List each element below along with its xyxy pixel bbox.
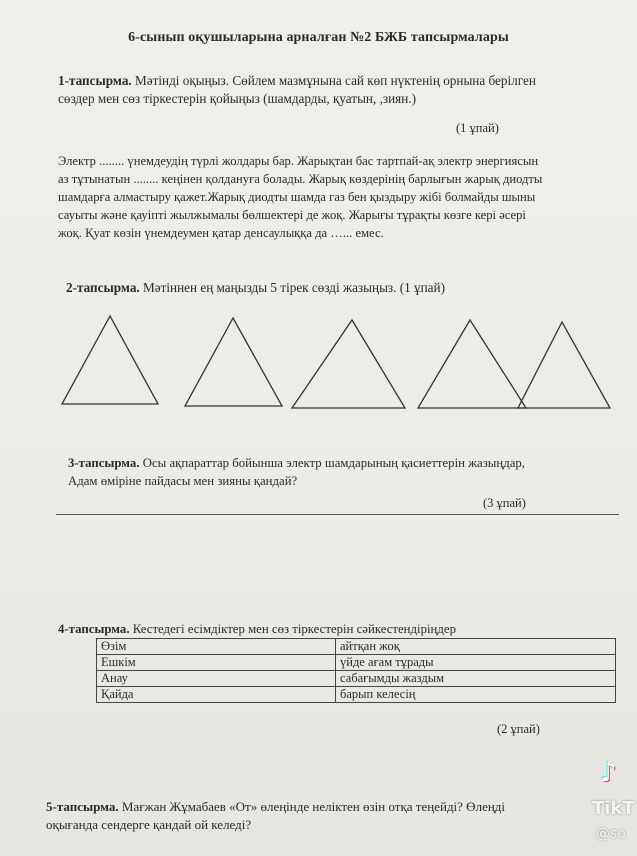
table-row	[97, 639, 616, 655]
watermark-brand: TikT	[592, 798, 635, 819]
keyword-triangle[interactable]	[418, 320, 526, 408]
matching-table	[96, 638, 616, 703]
task1-text-line: сауыты және қауіпті жылжымалы бөлшектері де жоқ. Жарығы тұрақты көзге кері әсері	[58, 208, 526, 222]
task1-label: 1-тапсырма.	[58, 73, 132, 88]
pronoun-cell: Анау	[97, 671, 336, 687]
tiktok-logo-icon: ♪	[600, 758, 617, 788]
task3-points: (3 ұпай)	[483, 496, 526, 510]
task3-instruction	[68, 454, 525, 490]
task1-points: (1 ұпай)	[456, 121, 499, 135]
phrase-cell: үйде ағам тұрады	[336, 655, 616, 671]
task3-answer-line[interactable]	[56, 514, 619, 515]
task3-line1: Осы ақпараттар бойынша электр шамдарының қасиеттерін жазыңдар,	[139, 456, 525, 470]
task2-text: Мәтіннен ең маңызды 5 тірек сөзді жазыңыз. (1 ұпай)	[139, 280, 445, 295]
task1-text-line: жоқ. Қуат көзін үнемдеумен қатар денсаулыққа да …... емес.	[58, 226, 384, 240]
phrase-cell: сабағымды жаздым	[336, 671, 616, 687]
task3-label: 3-тапсырма.	[68, 456, 140, 470]
pronoun-cell: Өзім	[97, 639, 336, 655]
task1-text-line: Электр ........ үнемдеудің түрлі жолдары бар. Жарықтан бас тартпай-ақ электр энергиясын	[58, 154, 539, 168]
task4-label: 4-тапсырма.	[58, 622, 130, 636]
keyword-triangle[interactable]	[62, 316, 158, 404]
pronoun-cell: Қайда	[97, 687, 336, 703]
task5-line1: Мағжан Жұмабаев «От» өлеңінде неліктен өзін отқа теңейді? Өлеңді	[118, 799, 506, 814]
task5-label: 5-тапсырма.	[46, 799, 119, 814]
task4-points: (2 ұпай)	[497, 722, 540, 736]
phrase-cell: барып келесің	[336, 687, 616, 703]
task4-text: Кестедегі есімдіктер мен сөз тіркестерін сәйкестендіріңдер	[129, 622, 456, 636]
keyword-triangle[interactable]	[185, 318, 282, 406]
task1-text-line: аз тұтынатын ........ кеңінен қолдануға болады. Жарық көздерінің барлығын жарық диодты	[58, 172, 543, 186]
keyword-triangle[interactable]	[518, 322, 610, 408]
task2-label: 2-тапсырма.	[66, 280, 140, 295]
table-row	[97, 655, 616, 671]
table-row	[97, 687, 616, 703]
keyword-triangles	[60, 310, 620, 410]
task1-line1: Мәтінді оқыңыз. Сөйлем мазмұнына сай көп нүктенің орнына берілген	[131, 73, 536, 88]
task1-line2: сөздер мен сөз тіркестерін қойыңыз (шамдарды, қуатын, ,зиян.)	[58, 91, 416, 106]
task1-text-block	[58, 152, 542, 242]
watermark-handle: @so	[596, 826, 626, 842]
pronoun-cell: Ешкім	[97, 655, 336, 671]
task5-instruction	[46, 798, 505, 834]
task2-instruction	[66, 279, 445, 297]
task3-line2: Адам өміріне пайдасы мен зияны қандай?	[68, 474, 298, 488]
table-row	[97, 671, 616, 687]
task1-text-line: шамдарға алмастыру қажет.Жарық диодты шамда газ бен қыздыру жібі болмайды шыны	[58, 190, 536, 204]
phrase-cell: айтқан жоқ	[336, 639, 616, 655]
keyword-triangle[interactable]	[292, 320, 405, 408]
task4-instruction	[58, 620, 456, 638]
page-title: 6-сынып оқушыларына арналған №2 БЖБ тапсырмалары	[128, 30, 509, 45]
task5-line2: оқығанда сендерге қандай ой келеді?	[46, 817, 252, 832]
task1-instruction	[58, 72, 536, 108]
